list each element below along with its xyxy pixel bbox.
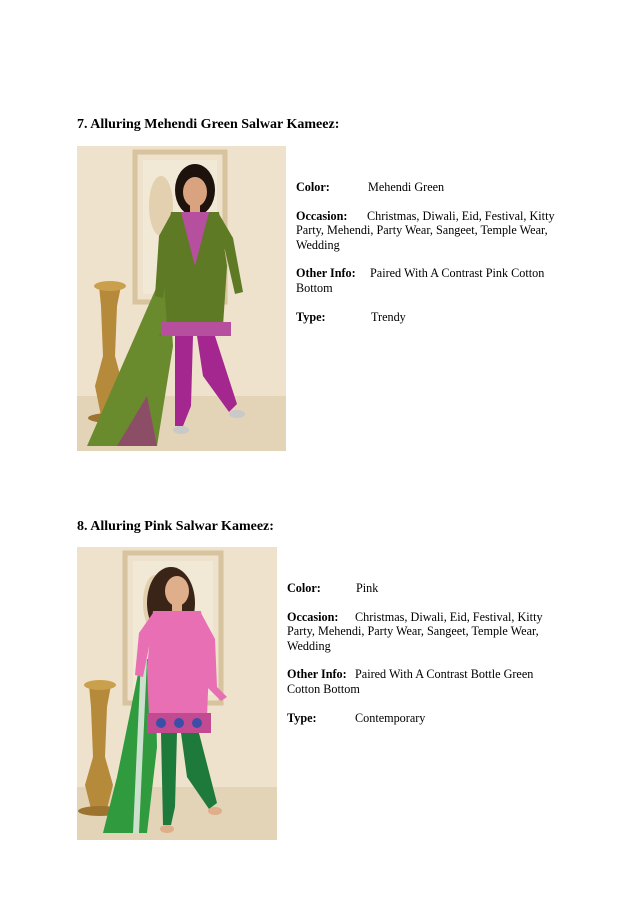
other-info-value: Paired With A Contrast Pink Cotton Bottom	[296, 266, 545, 295]
other-info-label: Other Info:	[287, 667, 347, 682]
type-row	[296, 310, 566, 325]
occasion-label: Occasion:	[296, 208, 348, 223]
product-8-heading: 8. Alluring Pink Salwar Kameez:	[77, 519, 274, 534]
type-label: Type:	[287, 710, 317, 725]
product-7-photo	[77, 146, 286, 451]
occasion-row	[296, 209, 566, 253]
type-value: Trendy	[371, 309, 406, 324]
other-info-value: Paired With A Contrast Bottle Green Cotton Bottom	[287, 667, 534, 696]
type-label: Type:	[296, 309, 326, 324]
color-row	[287, 581, 557, 596]
color-row	[296, 180, 566, 195]
product-7-illustration	[77, 146, 286, 451]
occasion-row	[287, 610, 557, 654]
product-7-details	[296, 180, 566, 338]
color-label: Color:	[287, 581, 321, 595]
other-info-label: Other Info:	[296, 266, 356, 281]
type-value: Contemporary	[355, 710, 426, 725]
product-8-illustration	[77, 547, 277, 840]
color-value: Mehendi Green	[368, 180, 445, 194]
product-7-heading: 7. Alluring Mehendi Green Salwar Kameez:	[77, 117, 340, 132]
other-info-row	[296, 266, 566, 295]
occasion-value: Christmas, Diwali, Eid, Festival, Kitty Party, Mehendi, Party Wear, Sangeet, Temple Wear, Wedding	[296, 208, 555, 252]
other-info-row	[287, 667, 557, 696]
product-8-details	[287, 581, 557, 739]
occasion-value: Christmas, Diwali, Eid, Festival, Kitty Party, Mehendi, Party Wear, Sangeet, Temple Wear, Wedding	[287, 609, 543, 653]
occasion-label: Occasion:	[287, 609, 339, 624]
type-row	[287, 711, 557, 726]
color-label: Color:	[296, 180, 330, 194]
color-value: Pink	[356, 581, 379, 595]
product-8-photo	[77, 547, 277, 840]
